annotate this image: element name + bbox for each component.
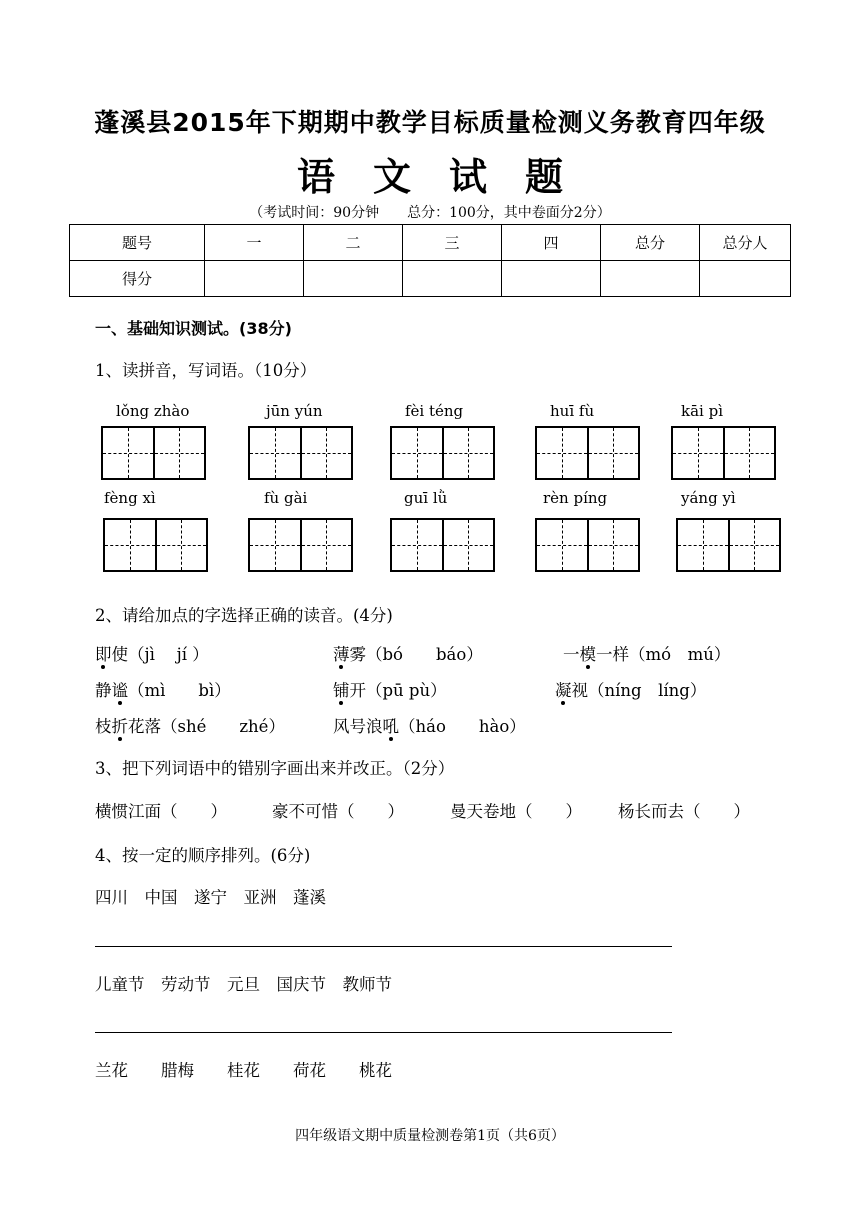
pronunciation-item: [555, 677, 706, 701]
correction-item: 豪不可惜（ ）: [272, 802, 404, 821]
score-cell[interactable]: [601, 261, 700, 297]
answer-line[interactable]: [95, 946, 672, 947]
answer-line[interactable]: [95, 1032, 672, 1033]
header-cell: 三: [403, 225, 502, 261]
dotted-char: 薄: [333, 641, 350, 665]
item-text: 一样（mó mú）: [596, 645, 731, 664]
ordering-group: 兰花 腊梅 桂花 荷花 桃花: [95, 1061, 392, 1080]
writing-grid[interactable]: [535, 518, 640, 572]
pinyin-label: yáng yì: [681, 489, 736, 507]
header-cell: 题号: [70, 225, 205, 261]
header-cell: 二: [304, 225, 403, 261]
score-table: [69, 224, 791, 297]
item-text: 雾（bó báo）: [349, 645, 483, 664]
pinyin-label: rèn píng: [543, 489, 608, 507]
dotted-char: 模: [580, 641, 597, 665]
writing-grid[interactable]: [676, 518, 781, 572]
pinyin-label: kāi pì: [681, 402, 723, 420]
writing-grid[interactable]: [101, 426, 206, 480]
pinyin-label: huī fù: [550, 402, 595, 420]
item-text: 视（níng líng）: [571, 681, 707, 700]
pinyin-label: jūn yún: [266, 402, 323, 420]
page-footer: 四年级语文期中质量检测卷第1页（共6页）: [295, 1128, 565, 1144]
item-text: 枝: [95, 717, 112, 736]
writing-grid[interactable]: [390, 426, 495, 480]
header-cell: 一: [205, 225, 304, 261]
score-cell[interactable]: [700, 261, 791, 297]
correction-item: 曼天卷地（ ）: [450, 802, 582, 821]
item-text: 静: [95, 681, 112, 700]
score-cell[interactable]: [304, 261, 403, 297]
pronunciation-item: [95, 641, 209, 665]
pronunciation-item: [333, 641, 483, 665]
dotted-char: 铺: [333, 677, 350, 701]
score-table-header-row: [70, 225, 791, 261]
pronunciation-item: [95, 677, 231, 701]
writing-grid[interactable]: [390, 518, 495, 572]
item-text: 使（jì jí ）: [111, 645, 209, 664]
pinyin-label: lǒng zhào: [116, 402, 190, 420]
header-cell: 总分: [601, 225, 700, 261]
score-table-score-row: [70, 261, 791, 297]
header-cell: 总分人: [700, 225, 791, 261]
item-text: 风号浪: [333, 717, 383, 736]
writing-grid[interactable]: [671, 426, 776, 480]
pronunciation-item: [333, 677, 447, 701]
score-cell[interactable]: [502, 261, 601, 297]
question-3-prompt: 3、把下列词语中的错别字画出来并改正。（2分）: [95, 759, 455, 778]
item-text: 花落（shé zhé）: [128, 717, 285, 736]
ordering-group: 四川 中国 遂宁 亚洲 蓬溪: [95, 888, 326, 907]
question-1-prompt: 1、读拼音，写词语。（10分）: [95, 361, 317, 380]
pinyin-label: fèng xì: [104, 489, 156, 507]
pinyin-label: guī lǜ: [404, 489, 448, 507]
pinyin-label: fù gài: [264, 489, 308, 507]
item-text: 开（pū pù）: [349, 681, 447, 700]
correction-item: 杨长而去（ ）: [618, 802, 750, 821]
pronunciation-item: [333, 713, 526, 737]
exam-info: （考试时间：90分钟 总分：100分，其中卷面分2分）: [249, 205, 611, 221]
dotted-char: 即: [95, 641, 112, 665]
dotted-char: 吼: [383, 713, 400, 737]
header-cell: 四: [502, 225, 601, 261]
subject-title: 语文试题: [296, 155, 601, 199]
score-cell[interactable]: [403, 261, 502, 297]
pinyin-label: fèi téng: [405, 402, 464, 420]
correction-item: 横惯江面（ ）: [95, 802, 227, 821]
item-text: （mì bì）: [128, 681, 231, 700]
section-title: 一、基础知识测试。(38分): [95, 319, 292, 338]
score-cell[interactable]: [205, 261, 304, 297]
item-text: （háo hào）: [399, 717, 526, 736]
question-4-prompt: 4、按一定的顺序排列。(6分): [95, 846, 311, 865]
question-2-prompt: 2、请给加点的字选择正确的读音。(4分): [95, 606, 393, 625]
dotted-char: 折: [112, 713, 129, 737]
pronunciation-item: [95, 713, 285, 737]
writing-grid[interactable]: [535, 426, 640, 480]
item-text: 一: [563, 645, 580, 664]
writing-grid[interactable]: [248, 518, 353, 572]
writing-grid[interactable]: [248, 426, 353, 480]
dotted-char: 谧: [112, 677, 129, 701]
writing-grid[interactable]: [103, 518, 208, 572]
row-label: 得分: [70, 261, 205, 297]
exam-title: 蓬溪县2015年下期期中教学目标质量检测义务教育四年级: [94, 108, 766, 137]
pronunciation-item: [563, 641, 730, 665]
dotted-char: 凝: [555, 677, 572, 701]
ordering-group: 儿童节 劳动节 元旦 国庆节 教师节: [95, 975, 392, 994]
